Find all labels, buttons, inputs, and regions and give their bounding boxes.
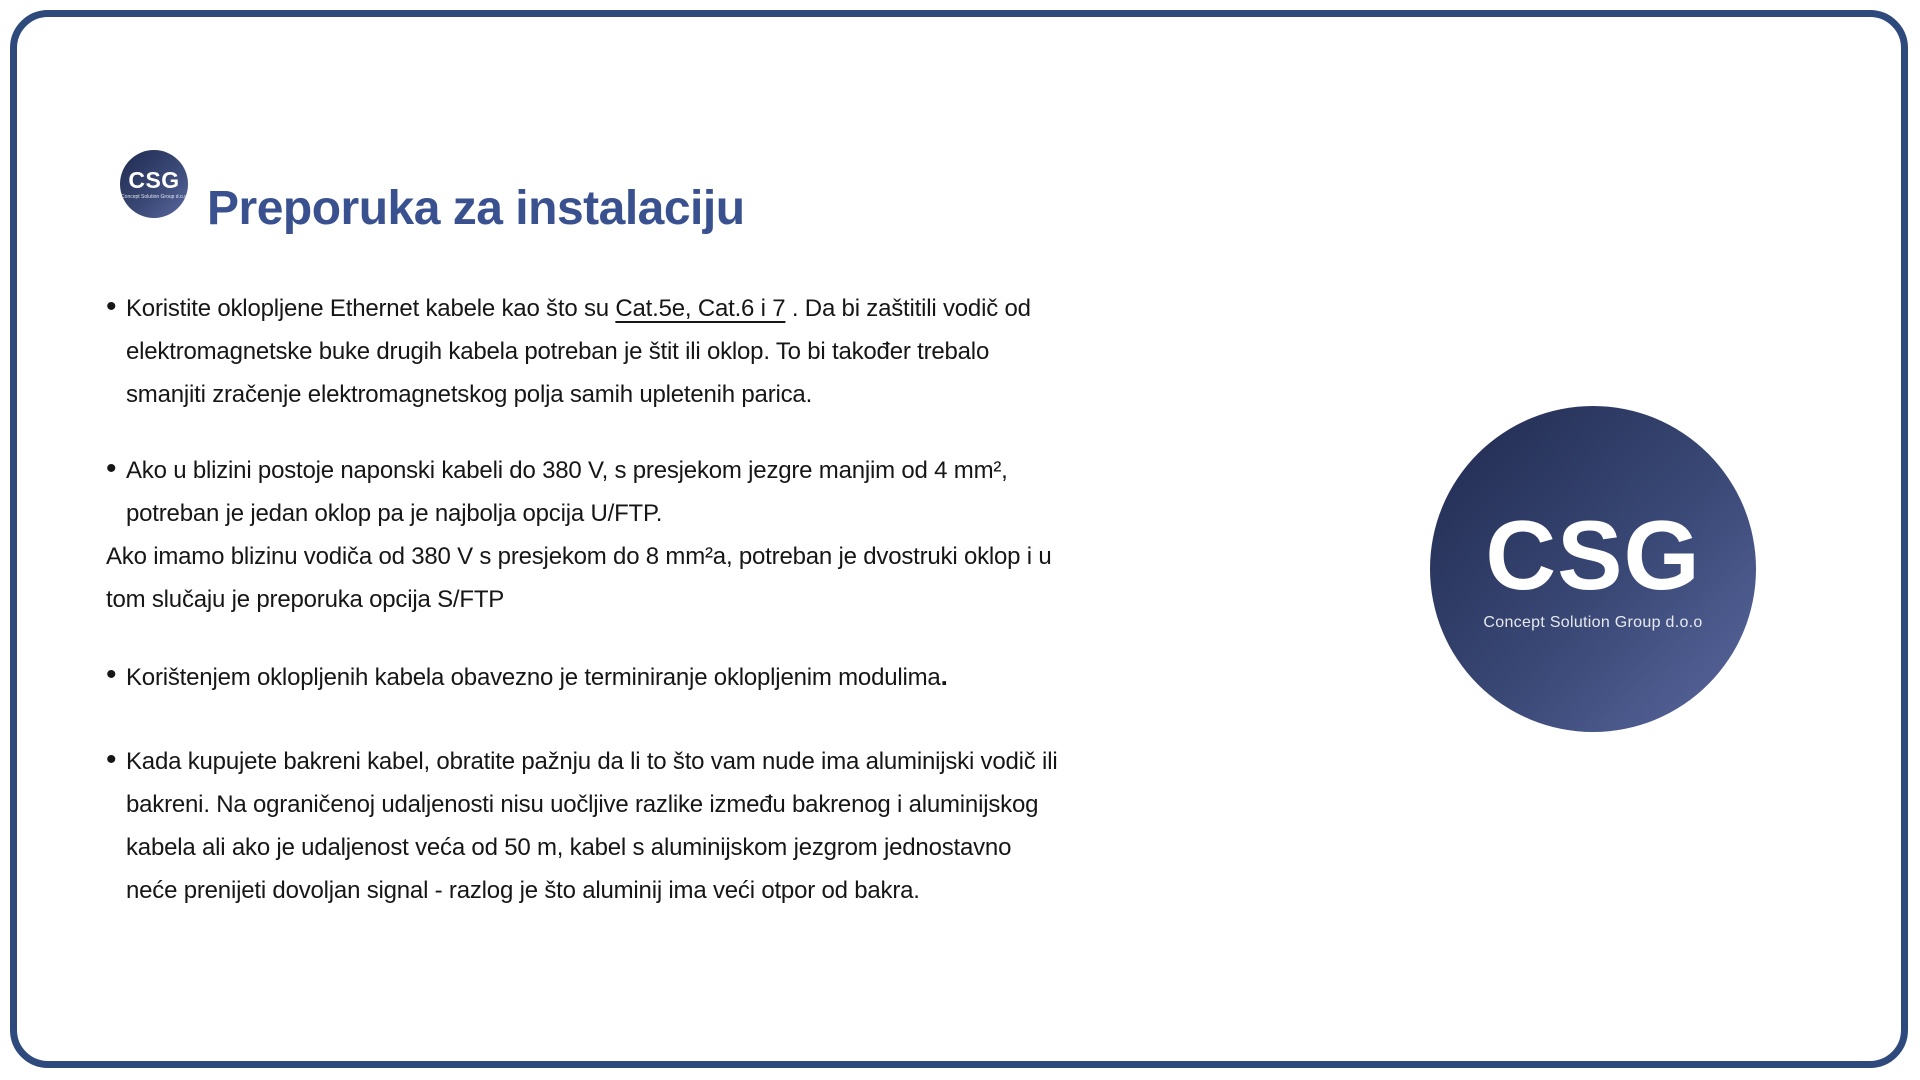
bullet-list <box>106 287 1066 912</box>
bullet-dot-icon: • <box>106 452 117 485</box>
bullet-dot-icon: • <box>106 658 117 691</box>
bullet-item-shielded-modules <box>106 655 1066 699</box>
bullet-dot-icon: • <box>106 290 117 323</box>
bullet-item-copper-vs-aluminium <box>106 740 1066 912</box>
csg-logo-large-acronym: CSG <box>1485 500 1701 610</box>
csg-logo-small-circle <box>120 150 188 218</box>
paragraph-double-shield <box>106 535 1066 621</box>
bullet-item-shielded-cables <box>106 287 1066 416</box>
csg-logo-small-acronym: CSG <box>128 166 180 193</box>
csg-logo-large-icon <box>1430 406 1756 732</box>
bullet-3-text: Korištenjem oklopljenih kabela obavezno je terminiranje oklopljenim modulima <box>126 664 941 691</box>
csg-logo-large-company: Concept Solution Group d.o.o <box>1483 614 1703 631</box>
page-title: Preporuka za instalaciju <box>207 182 745 236</box>
bullet-3-bold-period: . <box>940 661 948 691</box>
bullet-dot-icon: • <box>106 743 117 776</box>
bullet-2-text: Ako u blizini postoje naponski kabeli do 380 V, s presjekom jezgre manjim od 4 mm², potreban je jedan oklop pa je najbolja opcija U/FTP. <box>126 457 1008 527</box>
bullet-1-post-text: . Da bi zaštitili vodič od elektromagnetske buke drugih kabela potreban je štit ili oklop. To bi također trebalo smanjiti zračenje elektromagnetskog polja samih upletenih parica. <box>126 295 1031 408</box>
bullet-item-power-cables <box>106 449 1066 535</box>
csg-logo-large-circle <box>1430 406 1756 732</box>
paragraph-double-shield-text: Ako imamo blizinu vodiča od 380 V s presjekom do 8 mm²a, potreban je dvostruki oklop i u tom slučaju je preporuka opcija S/FTP <box>106 543 1052 613</box>
csg-logo-small-icon <box>120 150 188 218</box>
cat-standards-link[interactable]: Cat.5e, Cat.6 i 7 <box>615 295 786 322</box>
csg-logo-small-company: Concept Solution Group d.o.o <box>121 193 187 200</box>
bullet-1-pre-text: Koristite oklopljene Ethernet kabele kao što su <box>126 295 616 322</box>
bullet-4-text: Kada kupujete bakreni kabel, obratite pažnju da li to što vam nude ima aluminijski vodič ili bakreni. Na ograničenoj udaljenosti nisu uočljive razlike između bakrenog i aluminijskog kabela ali ako je udaljenost veća od 50 m, kabel s aluminijskom jezgrom jednostavno neće prenijeti dovoljan signal - razlog je što aluminij ima veći otpor od bakra. <box>126 748 1058 904</box>
